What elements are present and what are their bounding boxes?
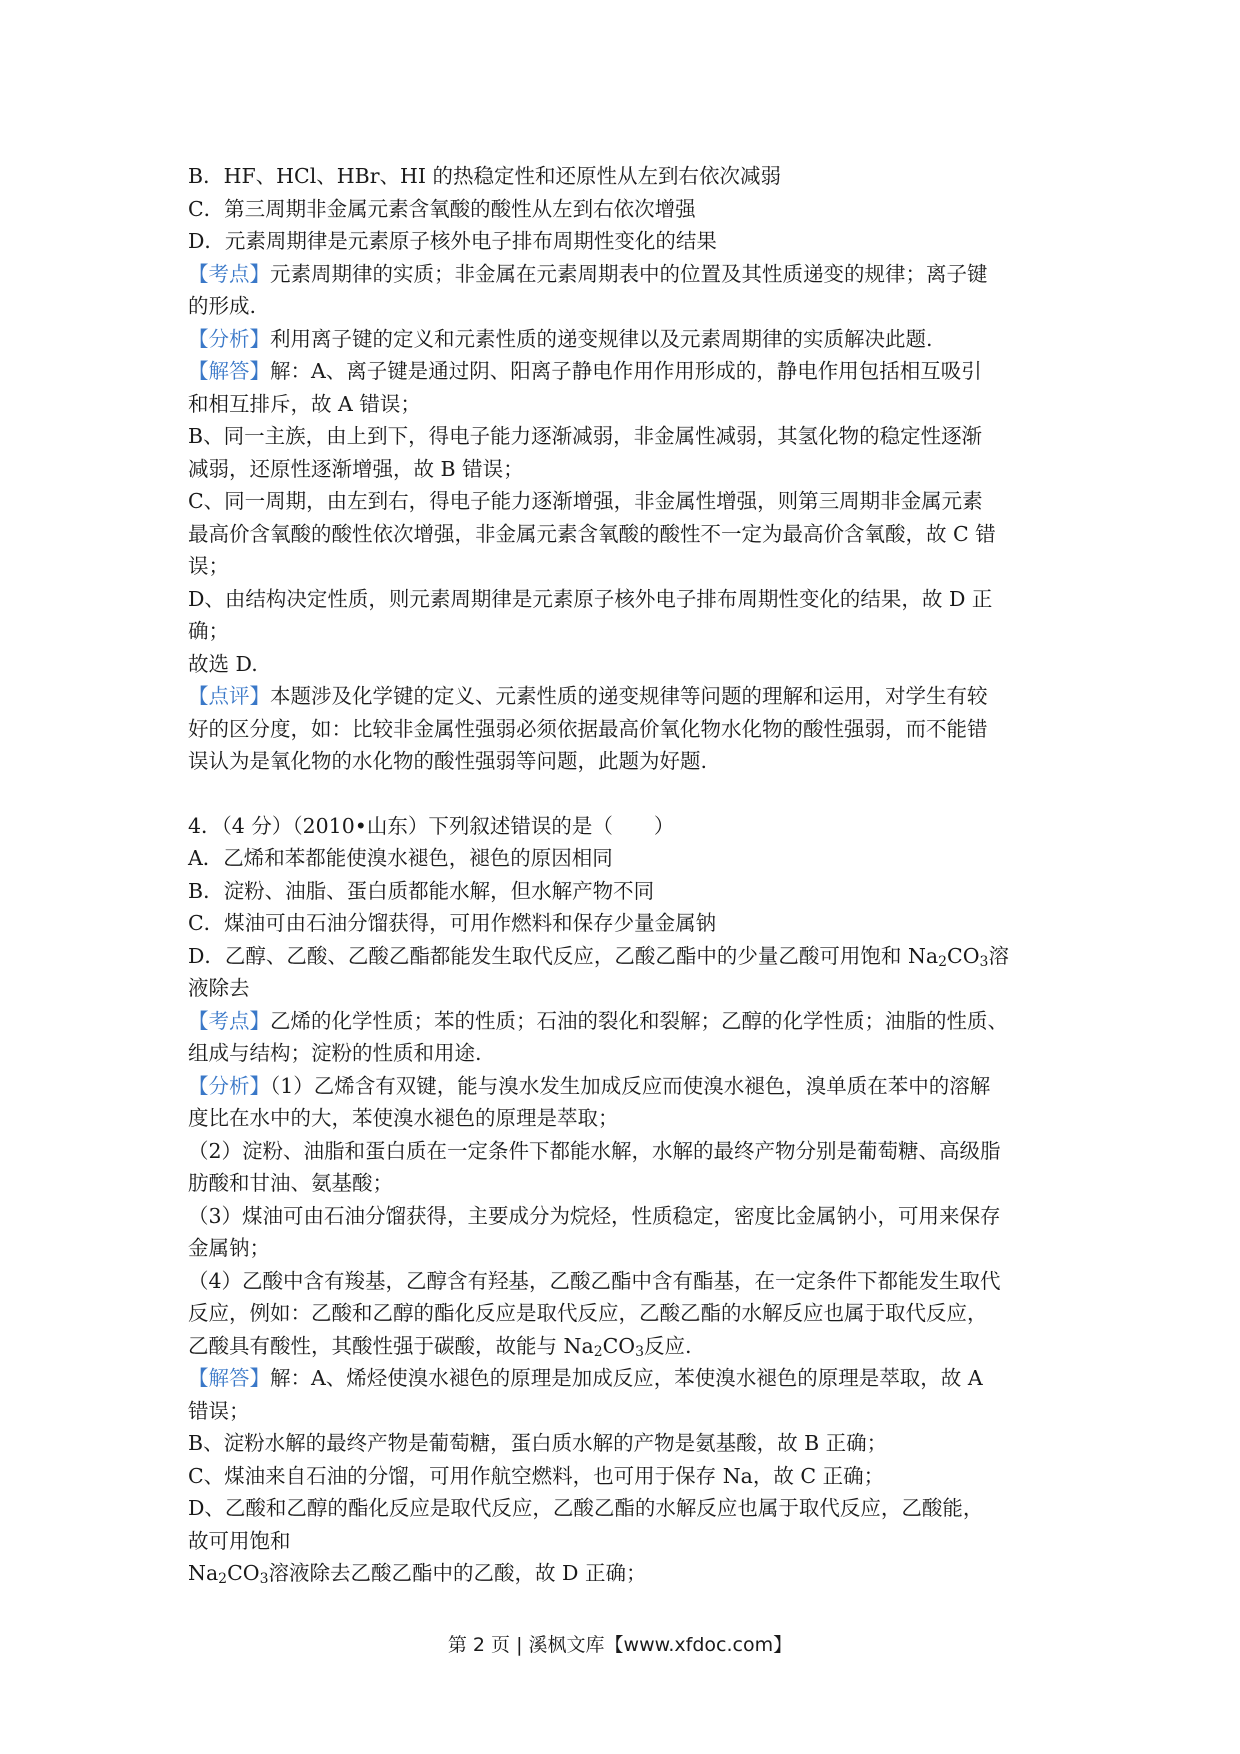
q4-fenxi (188, 1070, 1058, 1103)
q3-option-d: D．元素周期律是元素原子核外电子排布周期性变化的结果 (188, 229, 717, 253)
subscript: 2 (938, 953, 948, 970)
q4-option-c: C．煤油可由石油分馏获得，可用作燃料和保存少量金属钠 (188, 911, 717, 935)
text-run: 反应. (644, 1333, 692, 1358)
q4-fenxi-line (188, 1330, 1058, 1363)
dianping-text: 本题涉及化学键的定义、元素性质的递变规律等问题的理解和运用，对学生有较 (270, 684, 988, 708)
q4-option-b: B．淀粉、油脂、蛋白质都能水解，但水解产物不同 (188, 878, 655, 903)
kaodian-tag: 【考点】 (188, 261, 270, 286)
text-run: 溶 (988, 943, 1009, 968)
q4-fenxi-line: （4）乙酸中含有羧基，乙醇含有羟基，乙酸乙酯中含有酯基，在一定条件下都能发生取代 (188, 1268, 1001, 1293)
text-run: CO (227, 1561, 260, 1585)
text-run: CO (602, 1333, 636, 1358)
jieda-tag: 【解答】 (188, 1366, 270, 1390)
q4-fenxi-line: （2）淀粉、油脂和蛋白质在一定条件下都能水解，水解的最终产物分别是葡萄糖、高级脂 (188, 1138, 1001, 1163)
q4-jieda-line: B、淀粉水解的最终产物是葡萄糖，蛋白质水解的产物是氨基酸，故 B 正确； (188, 1431, 888, 1455)
q4-fenxi-line: 反应，例如：乙酸和乙醇的酯化反应是取代反应，乙酸乙酯的水解反应也属于取代反应， (188, 1301, 988, 1325)
q4-jieda-line: D、乙酸和乙醇的酯化反应是取代反应，乙酸乙酯的水解反应也属于取代反应，乙酸能， (188, 1496, 984, 1520)
text-run: 乙酸具有酸性，其酸性强于碳酸，故能与 Na (188, 1333, 594, 1358)
kaodian-tag: 【考点】 (188, 1008, 270, 1033)
q3-kaodian (188, 258, 1058, 291)
subscript: 2 (218, 1571, 228, 1587)
q3-dianping (188, 680, 1058, 713)
q4-stem: 4．（4 分）（2010•山东）下列叙述错误的是（ ） (188, 813, 675, 838)
subscript: 3 (635, 1343, 645, 1360)
q3-option-b: B．HF、HCl、HBr、HI 的热稳定性和还原性从左到右依次减弱 (188, 164, 782, 188)
q4-jieda-line: C、煤油来自石油的分馏，可用作航空燃料，也可用于保存 Na，故 C 正确； (188, 1463, 885, 1488)
q4-kaodian-cont: 组成与结构；淀粉的性质和用途. (188, 1041, 482, 1065)
q3-jieda-line: D、由结构决定性质，则元素周期律是元素原子核外电子排布周期性变化的结果，故 D 正 (188, 586, 993, 611)
dianping-tag: 【点评】 (188, 684, 270, 708)
q3-jieda-line: B、同一主族，由上到下，得电子能力逐渐减弱，非金属性减弱，其氢化物的稳定性逐渐 (188, 424, 983, 448)
q4-fenxi-line: （3）煤油可由石油分馏获得，主要成分为烷烃，性质稳定，密度比金属钠小，可用来保存 (188, 1203, 1001, 1228)
document-body (188, 160, 1058, 1590)
q3-option-c: C．第三周期非金属元素含氧酸的酸性从左到右依次增强 (188, 196, 696, 221)
q3-jieda-line: 故选 D. (188, 651, 258, 676)
fenxi-text: （1）乙烯含有双键，能与溴水发生加成反应而使溴水褪色，溴单质在苯中的溶解 (270, 1073, 991, 1098)
q4-option-d-cont: 液除去 (188, 976, 250, 1000)
page-footer: 第 2 页 | 溪枫文库【www.xfdoc.com】 (447, 1634, 793, 1656)
q3-jieda-line: 确； (188, 619, 229, 643)
q4-fenxi-line: 肪酸和甘油、氨基酸； (188, 1171, 393, 1195)
text-run: 溶液除去乙酸乙酯中的乙酸，故 D 正确； (268, 1561, 647, 1585)
text-run: D．乙醇、乙酸、乙酸乙酯都能发生取代反应，乙酸乙酯中的少量乙酸可用饱和 Na (188, 943, 939, 968)
q3-jieda-line: 最高价含氧酸的酸性依次增强，非金属元素含氧酸的酸性不一定为最高价含氧酸，故 C 错 (188, 521, 996, 546)
q3-dianping-line: 误认为是氧化物的水化物的酸性强弱等问题，此题为好题. (188, 749, 708, 773)
q4-jieda-line (188, 1557, 1058, 1590)
subscript: 3 (979, 953, 989, 970)
subscript: 3 (259, 1571, 269, 1587)
kaodian-text: 乙烯的化学性质；苯的性质；石油的裂化和裂解；乙醇的化学性质；油脂的性质、 (270, 1008, 1008, 1033)
subscript: 2 (593, 1343, 603, 1360)
jieda-text: 解：A、离子键是通过阴、阳离子静电作用作用形成的，静电作用包括相互吸引 (270, 359, 982, 383)
question-spacer (188, 778, 1058, 810)
q3-kaodian-cont: 的形成. (188, 294, 257, 318)
text-run: Na (188, 1561, 219, 1585)
q4-jieda-line: 错误； (188, 1398, 250, 1423)
fenxi-tag: 【分析】 (188, 326, 270, 351)
q4-fenxi-line: 金属钠； (188, 1236, 270, 1260)
q4-jieda-line: 故可用饱和 (188, 1528, 291, 1553)
jieda-text: 解：A、烯烃使溴水褪色的原理是加成反应，苯使溴水褪色的原理是萃取，故 A (270, 1366, 983, 1390)
q3-jieda-line: 减弱，还原性逐渐增强，故 B 错误； (188, 456, 524, 481)
q3-jieda (188, 355, 1058, 388)
kaodian-text: 元素周期律的实质；非金属在元素周期表中的位置及其性质递变的规律；离子键 (270, 261, 988, 286)
q3-jieda-line: 和相互排斥，故 A 错误； (188, 391, 421, 416)
fenxi-tag: 【分析】 (188, 1073, 270, 1098)
q4-kaodian (188, 1005, 1058, 1038)
q4-option-d (188, 940, 1058, 973)
fenxi-text: 利用离子键的定义和元素性质的递变规律以及元素周期律的实质解决此题. (270, 326, 933, 351)
q3-fenxi (188, 323, 1058, 356)
q4-jieda (188, 1362, 1058, 1395)
q4-option-a: A．乙烯和苯都能使溴水褪色，褪色的原因相同 (188, 846, 613, 870)
q4-fenxi-line: 度比在水中的大，苯使溴水褪色的原理是萃取； (188, 1106, 619, 1130)
q3-jieda-line: C、同一周期，由左到右，得电子能力逐渐增强，非金属性增强，则第三周期非金属元素 (188, 489, 983, 513)
text-run: CO (947, 943, 980, 968)
q3-jieda-line: 误； (188, 554, 229, 578)
jieda-tag: 【解答】 (188, 359, 270, 383)
q3-dianping-line: 好的区分度，如：比较非金属性强弱必须依据最高价氧化物水化物的酸性强弱，而不能错 (188, 716, 988, 741)
